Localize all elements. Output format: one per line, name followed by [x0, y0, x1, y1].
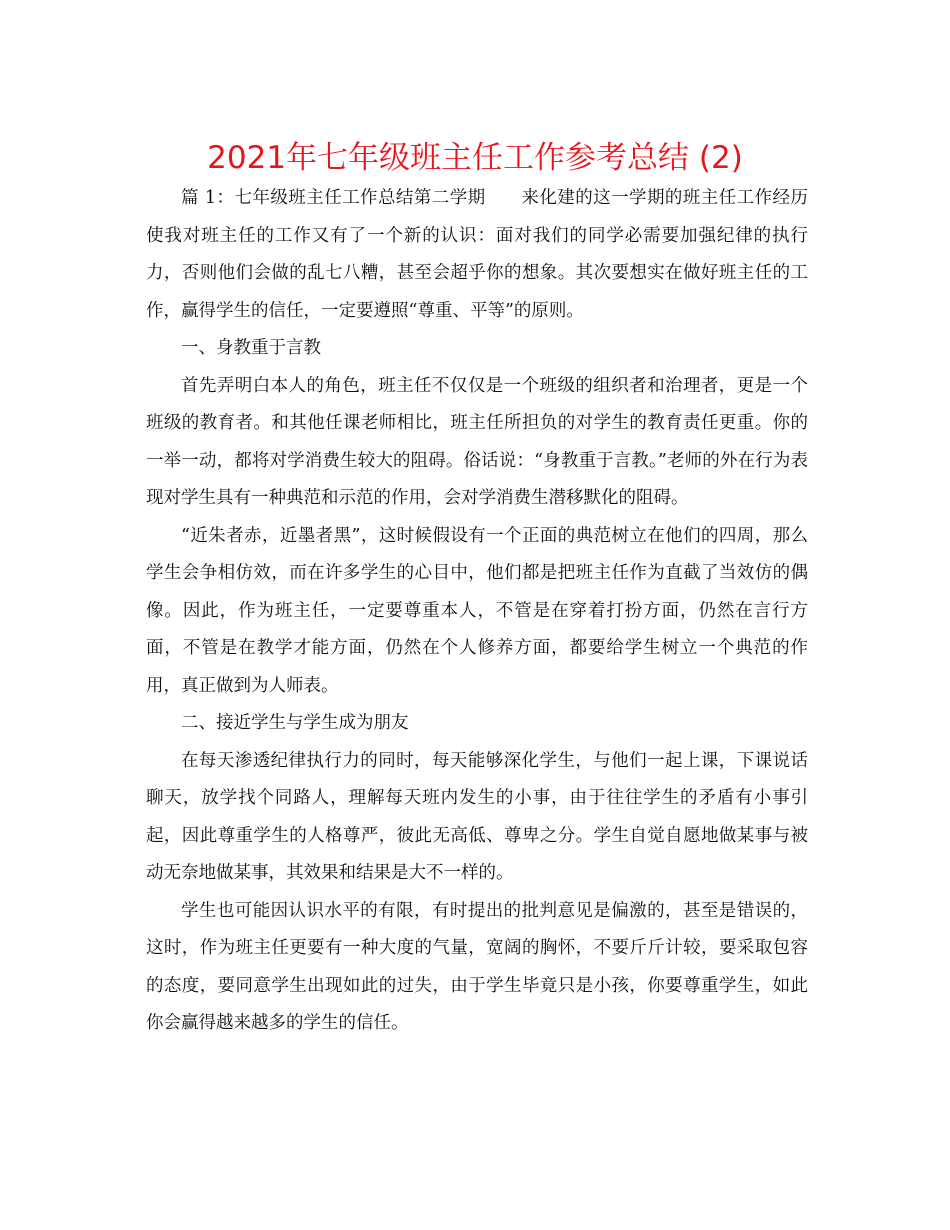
paragraph-friendship: 在每天渗透纪律执行力的同时，每天能够深化学生，与他们一起上课，下课说话聊天，放学找个同路人，理解每天班内发生的小事，由于往往学生的矛盾有小事引起，因此尊重学生的人格尊严，彼此无高低、尊卑之分。学生自觉自愿地做某事与被动无奈地做某事，其效果和结果是大不一样的。: [146, 750, 808, 883]
paragraph-intro: 篇 1：七年级班主任工作总结第二学期 来化建的这一学期的班主任工作经历使我对班主任的工作又有了一个新的认识：面对我们的同学必需要加强纪律的执行力，否则他们会做的乱七八糟，甚至会超乎你的想象。其次要想实在做好班主任的工作，赢得学生的信任，一定要遵照“尊重、平等”的原则。: [146, 188, 808, 321]
paragraph-role: 首先弄明白本人的角色，班主任不仅仅是一个班级的组织者和治理者，更是一个班级的教育者。和其他任课老师相比，班主任所担负的对学生的教育责任更重。你的一举一动，都将对学消费生较大的阻碍。俗话说：“身教重于言教。”老师的外在行为表现对学生具有一种典范和示范的作用，会对学消费生潜移默化的阻碍。: [146, 375, 808, 508]
document-body: [146, 180, 808, 1043]
paragraph-example: “近朱者赤，近墨者黑”，这时候假设有一个正面的典范树立在他们的四周，那么学生会争相仿效，而在许多学生的心目中，他们都是把班主任作为直截了当效仿的偶像。因此，作为班主任，一定要尊重本人，不管是在穿着打扮方面，仍然在言行方面，不管是在教学才能方面，仍然在个人修养方面，都要给学生树立一个典范的作用，真正做到为人师表。: [146, 525, 808, 696]
paragraph-tolerance: 学生也可能因认识水平的有限，有时提出的批判意见是偏激的，甚至是错误的，这时，作为班主任更要有一种大度的气量，宽阔的胸怀，不要斤斤计较，要采取包容的态度，要同意学生出现如此的过失，由于学生毕竟只是小孩，你要尊重学生，如此你会赢得越来越多的学生的信任。: [146, 900, 808, 1033]
section-heading-2: 二、接近学生与学生成为朋友: [181, 713, 409, 733]
section-heading-1: 一、身教重于言教: [181, 338, 321, 358]
document-title: 2021年七年级班主任工作参考总结 (2): [207, 140, 743, 176]
